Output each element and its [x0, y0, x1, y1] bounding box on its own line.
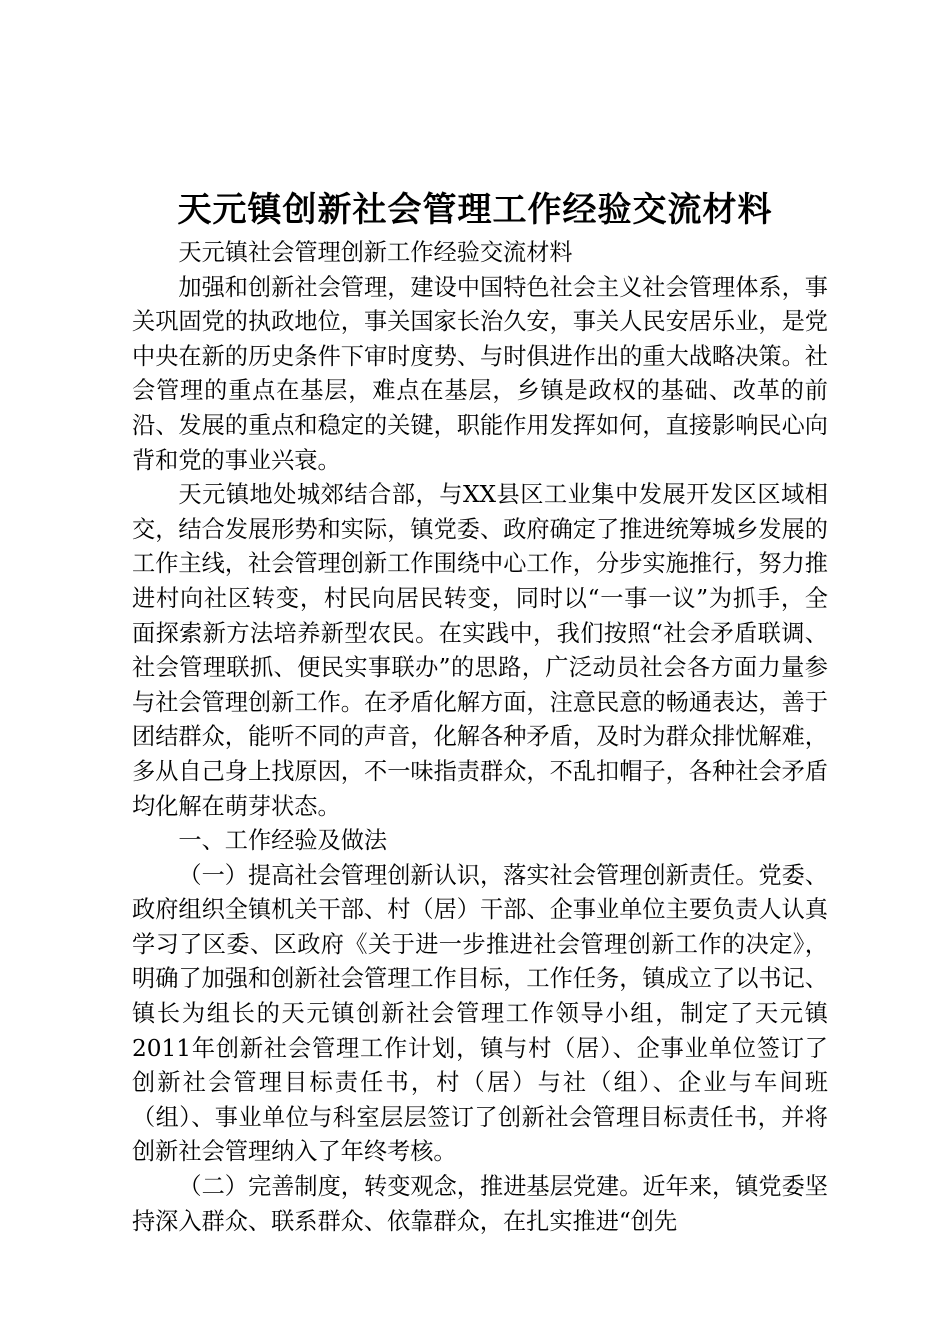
- document-title: 天元镇创新社会管理工作经验交流材料: [177, 190, 773, 230]
- document-subtitle: 天元镇社会管理创新工作经验交流材料: [178, 239, 573, 266]
- paragraph: 加强和创新社会管理，建设中国特色社会主义社会管理体系，事关巩固党的执政地位，事关国家长治久安，事关人民安居乐业，是党中央在新的历史条件下审时度势、与时俱进作出的重大战略决策。社会管理的重点在基层，难点在基层，乡镇是政权的基础、改革的前沿、发展的重点和稳定的关键，职能作用发挥如何，直接影响民心向背和党的事业兴衰。: [132, 273, 828, 474]
- document-body: [132, 236, 828, 1239]
- paragraph: （二）完善制度，转变观念，推进基层党建。近年来，镇党委坚持深入群众、联系群众、依靠群众，在扎实推进“创先: [132, 1173, 828, 1235]
- paragraph: 天元镇地处城郊结合部，与XX县区工业集中发展开发区区域相交，结合发展形势和实际，镇党委、政府确定了推进统筹城乡发展的工作主线，社会管理创新工作围绕中心工作，分步实施推行，努力推进村向社区转变，村民向居民转变，同时以“一事一议”为抓手，全面探索新方法培养新型农民。在实践中，我们按照“社会矛盾联调、社会管理联抓、便民实事联办”的思路，广泛动员社会各方面力量参与社会管理创新工作。在矛盾化解方面，注意民意的畅通表达，善于团结群众，能听不同的声音，化解各种矛盾，及时为群众排忧解难，多从自己身上找原因，不一味指责群众，不乱扣帽子，各种社会矛盾均化解在萌芽状态。: [132, 481, 828, 820]
- paragraph: （一）提高社会管理创新认识，落实社会管理创新责任。党委、政府组织全镇机关干部、村（居）干部、企事业单位主要负责人认真学习了区委、区政府《关于进一步推进社会管理创新工作的决定》，明确了加强和创新社会管理工作目标，工作任务，镇成立了以书记、镇长为组长的天元镇创新社会管理工作领导小组，制定了天元镇2011年创新社会管理工作计划，镇与村（居）、企事业单位签订了创新社会管理目标责任书，村（居）与社（组）、企业与车间班（组）、事业单位与科室层层签订了创新社会管理目标责任书，并将创新社会管理纳入了年终考核。: [132, 861, 828, 1166]
- section-heading: 一、工作经验及做法: [178, 827, 388, 855]
